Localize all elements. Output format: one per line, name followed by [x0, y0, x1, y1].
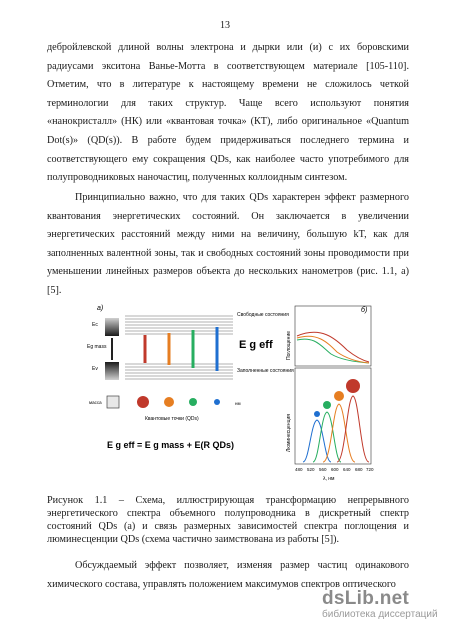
watermark-tagline: библиотека диссертаций [322, 609, 438, 620]
peak-sphere-blue [314, 411, 320, 417]
eg-eff-label: E g eff [239, 339, 273, 351]
qd-sphere-orange [164, 397, 174, 407]
watermark-brand: dsLib.net [322, 588, 410, 609]
peak-sphere-red [346, 379, 360, 393]
figure-caption: Рисунок 1.1 – Схема, иллюстрирующая трансформацию непрерывного энергетического спектра объемного полупроводника в дискретный спектр состояний QDs (а) и связь размерных зависимостей спектра поглощения и люминесценции QDs (схема частично заимствована из работы [5]). [47, 495, 409, 545]
qd-sphere-green [189, 398, 197, 406]
x-tick: 560 [319, 467, 327, 472]
panel-b-label: б) [361, 307, 368, 314]
absorption-curve-green [297, 339, 369, 363]
paragraph-3-text: Обсуждаемый эффект позволяет, изменяя размер частиц одинакового химического состава, управлять положением максимумов спектров оптического [47, 560, 409, 590]
paragraph-2-text: Принципиально важно, что для таких QDs характерен эффект размерного квантования энергетических состояний. Он заключается в увеличении энергетических расстояний между ними на величину, большую kT, как для заполненных валентной зоны, так и свободных состояний зоны проводимости при уменьшении линейных размеров объекта до нескольких нанометров (рис. 1.1, а) [5]. [47, 192, 409, 296]
luminescence-frame [295, 368, 371, 464]
luminescence-peak-red [337, 396, 369, 462]
conduction-band-bulk [105, 318, 119, 336]
figure-svg [85, 302, 377, 484]
panel-a-label: а) [97, 305, 104, 312]
ev-label: Ev [92, 366, 98, 372]
x-tick-labels [295, 467, 374, 472]
x-tick: 600 [331, 467, 339, 472]
x-tick: 520 [307, 467, 315, 472]
absorption-curve-orange [297, 336, 369, 363]
x-tick: 640 [343, 467, 351, 472]
qd-sphere-red [137, 396, 149, 408]
x-tick: 480 [295, 467, 303, 472]
peak-sphere-orange [334, 391, 344, 401]
size-label: нм [235, 401, 241, 406]
ec-label: Ec [92, 322, 98, 328]
xlabel: λ, нм [323, 476, 335, 482]
x-tick: 680 [355, 467, 363, 472]
bulk-cube-icon [107, 396, 119, 408]
ylabel-luminescence: Люминесценция [286, 414, 292, 452]
peak-sphere-green [323, 401, 331, 409]
eg-mass-label: Eg mass [87, 344, 107, 350]
formula: E g eff = E g mass + E(R QDs) [107, 440, 235, 450]
paragraph-1-text: дебройлевской длиной волны электрона и дырки или (и) с их боровскими радиусами экситона Ванье-Мотта в соответствующем материале [105-110]. Отметим, что в литературе к настоящему времени не сложилось четкой терминологии для таких структур. Чаще всего используют понятия «нанокристалл» (НК) или «квантовая точка» (КТ), либо оригинальное «Quantum Dot(s)» (QD(s)). В работе будем придерживаться последнего термина и соответствующего ему сокращения QDs, как наиболее часто употребимого для полупроводниковых наночастиц, полученных коллоидным синтезом. [47, 42, 409, 184]
mass-label: масса [89, 400, 102, 405]
qd-label: Квантовые точки (QDs) [145, 416, 199, 422]
free-states-label: Свободные состояния [237, 312, 289, 318]
watermark [322, 589, 442, 621]
page-number: 13 [220, 20, 230, 31]
paragraph-2 [47, 189, 409, 301]
paragraph-1 [47, 39, 409, 188]
valence-band-bulk [105, 362, 119, 380]
ylabel-absorption: Поглощение [286, 330, 292, 360]
qd-sphere-blue [214, 399, 220, 405]
absorption-curve-red [297, 332, 369, 362]
x-tick: 720 [366, 467, 374, 472]
figure-1-1 [85, 302, 377, 484]
filled-states-label: Заполненные состояния [237, 368, 294, 374]
